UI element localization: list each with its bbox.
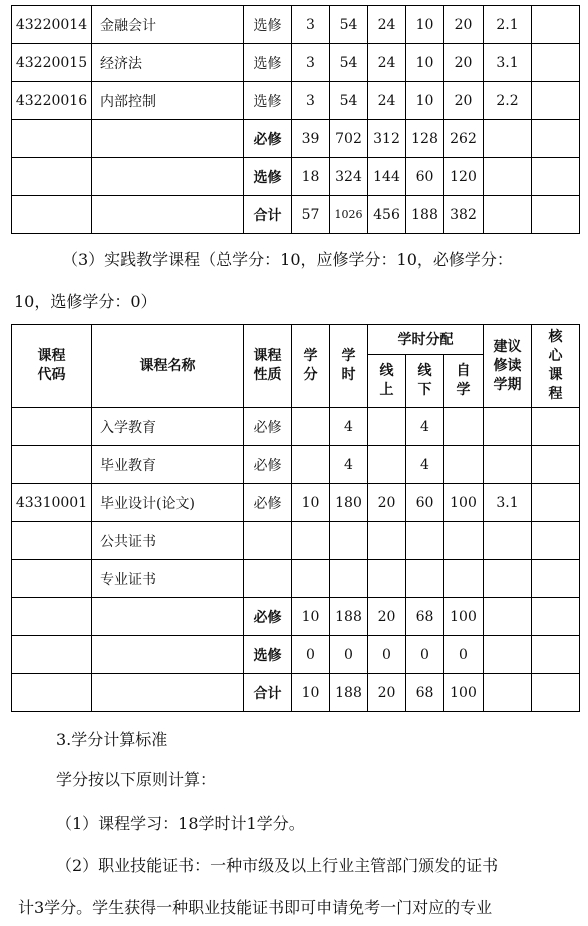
course-code-cell [12,560,92,598]
course-code-cell: 43220014 [12,6,92,44]
summary-offline-cell: 128 [406,120,444,158]
offline-hours-cell: 60 [406,484,444,522]
suggested-term-cell: 3.1 [484,44,532,82]
header-hours: 学时 [330,325,368,408]
summary-offline-cell: 68 [406,674,444,712]
summary-empty-cell [532,196,580,234]
core-course-cell [532,560,580,598]
course-code-cell [12,408,92,446]
suggested-term-cell [484,522,532,560]
course-name-cell: 入学教育 [92,408,244,446]
offline-hours-cell: 4 [406,446,444,484]
course-type-cell [244,522,292,560]
credit-cell [292,522,330,560]
core-course-cell [532,6,580,44]
suggested-term-cell [484,560,532,598]
summary-credit-cell: 10 [292,674,330,712]
summary-row [12,598,580,636]
course-code-cell [12,522,92,560]
course-type-cell: 必修 [244,446,292,484]
table-row [12,6,580,44]
summary-label-cell: 必修 [244,598,292,636]
summary-online-cell: 456 [368,196,406,234]
credit-cell: 3 [292,82,330,120]
summary-online-cell: 312 [368,120,406,158]
summary-online-cell: 20 [368,674,406,712]
offline-hours-cell: 10 [406,6,444,44]
course-name-cell: 专业证书 [92,560,244,598]
summary-offline-cell: 60 [406,158,444,196]
summary-empty-cell [484,196,532,234]
summary-label-cell: 选修 [244,158,292,196]
header-credit: 学分 [292,325,330,408]
summary-empty-cell [12,598,92,636]
summary-empty-cell [484,598,532,636]
credit-standard-intro: 学分按以下原则计算： [56,770,217,789]
offline-hours-cell [406,522,444,560]
course-name-cell: 公共证书 [92,522,244,560]
hours-cell: 54 [330,6,368,44]
credit-standard-item2-line2: 计3学分。学生获得一种职业技能证书即可申请免考一门对应的专业 [18,898,493,917]
course-name-cell: 毕业教育 [92,446,244,484]
summary-hours-cell: 188 [330,674,368,712]
summary-row [12,674,580,712]
section3-line2: 10，选修学分：0） [14,292,157,311]
summary-row [12,158,580,196]
header-online: 线上 [368,355,406,408]
header-self-study: 自学 [444,355,484,408]
header-course-type: 课程性质 [244,325,292,408]
suggested-term-cell: 2.2 [484,82,532,120]
summary-offline-cell: 188 [406,196,444,234]
summary-hours-cell: 188 [330,598,368,636]
summary-credit-cell: 18 [292,158,330,196]
core-course-cell [532,522,580,560]
summary-empty-cell [532,636,580,674]
summary-empty-cell [12,674,92,712]
course-table-top [11,5,580,234]
table-row [12,408,580,446]
header-core-course: 核心课程 [532,325,580,408]
self-study-hours-cell: 20 [444,82,484,120]
summary-online-cell: 20 [368,598,406,636]
summary-empty-cell [92,674,244,712]
course-code-cell: 43310001 [12,484,92,522]
online-hours-cell: 20 [368,484,406,522]
summary-credit-cell: 39 [292,120,330,158]
hours-cell: 54 [330,44,368,82]
summary-self-study-cell: 100 [444,674,484,712]
offline-hours-cell: 4 [406,408,444,446]
summary-empty-cell [484,120,532,158]
hours-cell: 180 [330,484,368,522]
self-study-hours-cell [444,560,484,598]
course-name-cell: 内部控制 [92,82,244,120]
summary-empty-cell [92,598,244,636]
credit-standard-item2-line1: （2）职业技能证书：一种市级及以上行业主管部门颁发的证书 [56,856,499,875]
header-offline: 线下 [406,355,444,408]
offline-hours-cell: 10 [406,82,444,120]
core-course-cell [532,446,580,484]
self-study-hours-cell: 20 [444,6,484,44]
summary-row [12,196,580,234]
summary-label-cell: 选修 [244,636,292,674]
credit-cell: 3 [292,44,330,82]
course-type-cell [244,560,292,598]
summary-empty-cell [532,598,580,636]
table-row [12,82,580,120]
practice-course-table [11,324,580,712]
credit-standard-item1: （1）课程学习：18学时计1学分。 [56,814,305,833]
online-hours-cell [368,560,406,598]
course-name-cell: 毕业设计(论文) [92,484,244,522]
core-course-cell [532,484,580,522]
summary-empty-cell [484,674,532,712]
table-row [12,44,580,82]
offline-hours-cell [406,560,444,598]
suggested-term-cell: 3.1 [484,484,532,522]
summary-empty-cell [92,158,244,196]
summary-label-cell: 合计 [244,196,292,234]
table-row [12,522,580,560]
summary-offline-cell: 0 [406,636,444,674]
suggested-term-cell [484,408,532,446]
online-hours-cell [368,408,406,446]
hours-cell [330,560,368,598]
credit-cell [292,560,330,598]
summary-empty-cell [532,158,580,196]
summary-hours-cell: 702 [330,120,368,158]
course-name-cell: 金融会计 [92,6,244,44]
summary-empty-cell [532,120,580,158]
suggested-term-cell [484,446,532,484]
course-type-cell: 必修 [244,408,292,446]
course-code-cell: 43220016 [12,82,92,120]
summary-empty-cell [12,196,92,234]
table-row [12,446,580,484]
summary-credit-cell: 10 [292,598,330,636]
core-course-cell [532,408,580,446]
hours-cell: 4 [330,408,368,446]
course-type-cell: 选修 [244,44,292,82]
online-hours-cell [368,446,406,484]
header-hour-distribution: 学时分配 [368,325,484,355]
self-study-hours-cell [444,446,484,484]
section3-line1: （3）实践教学课程（总学分：10，应修学分：10，必修学分： [62,250,513,269]
summary-offline-cell: 68 [406,598,444,636]
summary-self-study-cell: 120 [444,158,484,196]
self-study-hours-cell: 100 [444,484,484,522]
summary-online-cell: 144 [368,158,406,196]
summary-empty-cell [484,636,532,674]
online-hours-cell [368,522,406,560]
offline-hours-cell: 10 [406,44,444,82]
course-type-cell: 选修 [244,6,292,44]
summary-empty-cell [92,120,244,158]
summary-empty-cell [92,636,244,674]
online-hours-cell: 24 [368,82,406,120]
core-course-cell [532,82,580,120]
summary-empty-cell [12,120,92,158]
table-row [12,484,580,522]
hours-cell [330,522,368,560]
summary-empty-cell [484,158,532,196]
header-suggested-term: 建议修读学期 [484,325,532,408]
course-type-cell: 必修 [244,484,292,522]
summary-self-study-cell: 100 [444,598,484,636]
hours-cell: 4 [330,446,368,484]
summary-self-study-cell: 0 [444,636,484,674]
course-code-cell [12,446,92,484]
summary-row [12,636,580,674]
self-study-hours-cell [444,408,484,446]
summary-hours-cell: 0 [330,636,368,674]
course-code-cell: 43220015 [12,44,92,82]
credit-cell [292,446,330,484]
summary-self-study-cell: 382 [444,196,484,234]
self-study-hours-cell: 20 [444,44,484,82]
suggested-term-cell: 2.1 [484,6,532,44]
course-type-cell: 选修 [244,82,292,120]
credit-cell: 10 [292,484,330,522]
summary-hours-cell: 324 [330,158,368,196]
summary-empty-cell [92,196,244,234]
summary-empty-cell [532,674,580,712]
summary-label-cell: 必修 [244,120,292,158]
self-study-hours-cell [444,522,484,560]
credit-cell [292,408,330,446]
online-hours-cell: 24 [368,44,406,82]
summary-empty-cell [12,636,92,674]
summary-self-study-cell: 262 [444,120,484,158]
online-hours-cell: 24 [368,6,406,44]
summary-online-cell: 0 [368,636,406,674]
summary-row [12,120,580,158]
summary-empty-cell [12,158,92,196]
course-name-cell: 经济法 [92,44,244,82]
header-course-code: 课程代码 [12,325,92,408]
table-row [12,560,580,598]
credit-cell: 3 [292,6,330,44]
summary-credit-cell: 0 [292,636,330,674]
summary-credit-cell: 57 [292,196,330,234]
credit-standard-heading: 3.学分计算标准 [56,730,168,749]
summary-hours-cell: 1026 [330,196,368,234]
header-course-name: 课程名称 [92,325,244,408]
core-course-cell [532,44,580,82]
summary-label-cell: 合计 [244,674,292,712]
hours-cell: 54 [330,82,368,120]
